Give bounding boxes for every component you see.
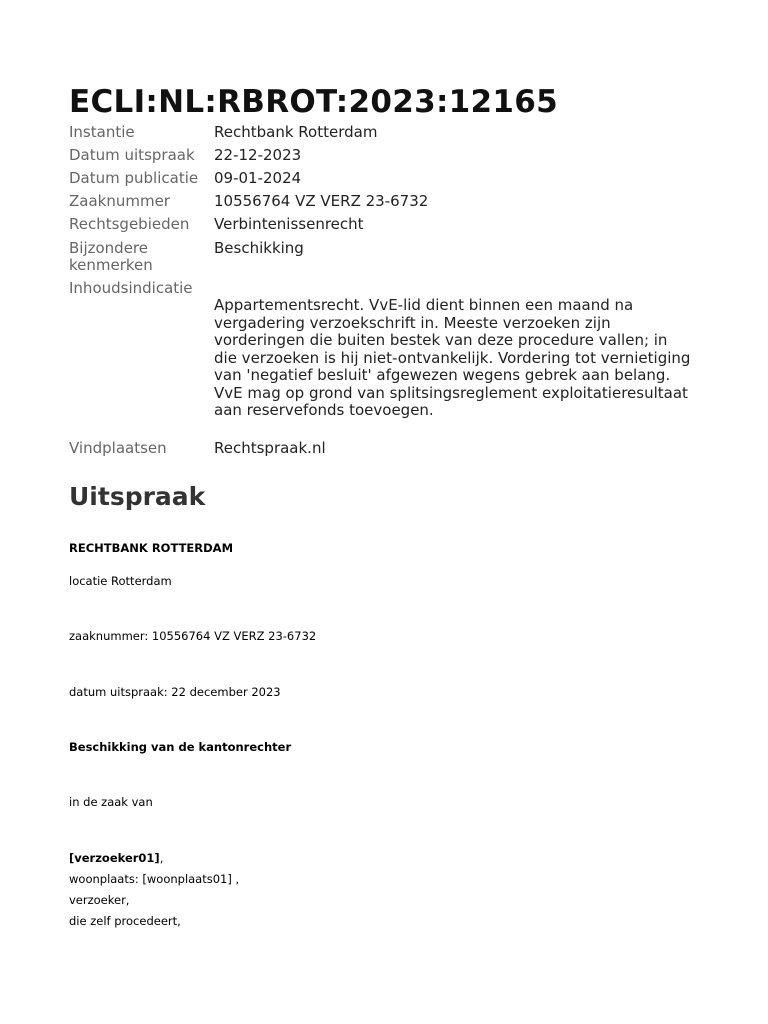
- value-rechtsgebieden: Verbintenissenrecht: [214, 215, 364, 233]
- label-datum-publicatie: Datum publicatie: [69, 169, 199, 187]
- party-name: [verzoeker01]: [69, 851, 160, 865]
- label-inhoudsindicatie: Inhoudsindicatie: [69, 279, 193, 297]
- ecli-title: ECLI:NL:RBROT:2023:12165: [69, 84, 559, 120]
- in-de-zaak-van-line: in de zaak van: [69, 795, 153, 809]
- locatie-line: locatie Rotterdam: [69, 574, 172, 588]
- label-vindplaatsen: Vindplaatsen: [69, 439, 167, 457]
- value-zaaknummer: 10556764 VZ VERZ 23-6732: [214, 192, 429, 210]
- label-bijzondere: Bijzondere: [69, 239, 148, 257]
- value-bijzondere-kenmerken: Beschikking: [214, 239, 304, 257]
- role-line: verzoeker,: [69, 893, 130, 907]
- value-instantie: Rechtbank Rotterdam: [214, 123, 378, 141]
- value-inhoudsindicatie: Appartementsrecht. VvE-lid dient binnen een maand na vergadering verzoekschrift in. Meeste verzoeken zijn vorderingen die buiten bestek van deze procedure vallen; in die verzoeken is hij niet-ontvankelijk. Vordering tot vernietiging van 'negatief besluit' afgewezen wegens gebrek aan belang. VvE mag op grond van splitsingsreglement exploitatieresultaat aan reservefonds toevoegen.: [214, 296, 691, 419]
- party-name-suffix: ,: [159, 851, 164, 865]
- zaaknummer-line: zaaknummer: 10556764 VZ VERZ 23-6732: [69, 629, 317, 643]
- label-zaaknummer: Zaaknummer: [69, 192, 170, 210]
- datum-uitspraak-line: datum uitspraak: 22 december 2023: [69, 685, 281, 699]
- value-vindplaatsen: Rechtspraak.nl: [214, 439, 326, 457]
- label-rechtsgebieden: Rechtsgebieden: [69, 215, 190, 233]
- label-instantie: Instantie: [69, 123, 135, 141]
- party-line: [69, 848, 163, 868]
- label-datum-uitspraak: Datum uitspraak: [69, 146, 195, 164]
- court-name: RECHTBANK ROTTERDAM: [69, 541, 234, 555]
- uitspraak-heading: Uitspraak: [69, 482, 206, 511]
- woonplaats-line: woonplaats: [woonplaats01] ,: [69, 872, 240, 886]
- value-datum-uitspraak: 22-12-2023: [214, 146, 302, 164]
- label-kenmerken: kenmerken: [69, 256, 153, 274]
- procedeert-line: die zelf procedeert,: [69, 914, 181, 928]
- beschikking-heading: Beschikking van de kantonrechter: [69, 740, 292, 754]
- value-datum-publicatie: 09-01-2024: [214, 169, 302, 187]
